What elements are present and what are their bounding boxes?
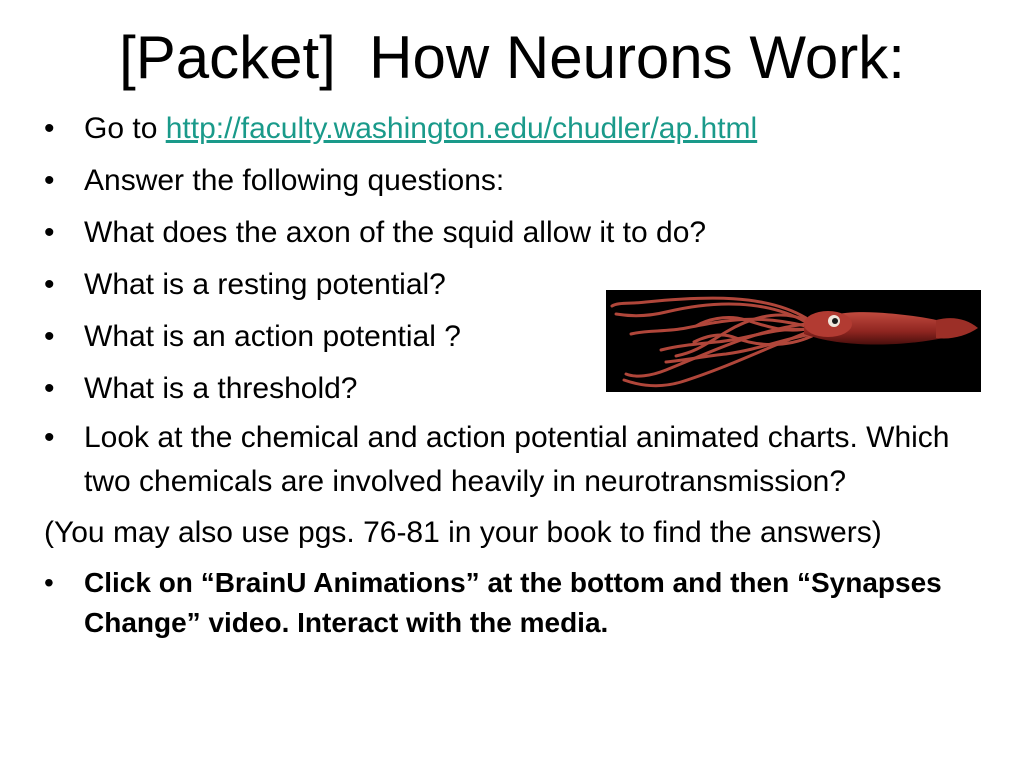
bullet-text: Look at the chemical and action potential animated charts. Which two chemicals are involved heavily in neurotransmission?: [84, 421, 950, 498]
bullet-question-threshold: [44, 366, 624, 411]
goto-prefix: Go to: [84, 112, 166, 145]
squid-fin: [936, 318, 978, 338]
tentacles: [612, 298, 812, 386]
squid-image: [606, 290, 981, 392]
bullet-goto: [44, 106, 984, 151]
squid-head: [804, 311, 852, 337]
bullet-question-action: [44, 314, 624, 359]
chudler-link[interactable]: http://faculty.washington.edu/chudler/ap.html: [165, 112, 758, 145]
bullet-text: What does the axon of the squid allow it to do?: [84, 216, 707, 249]
bullet-answer: [44, 158, 984, 203]
bullet-dot: •: [44, 372, 55, 405]
bullet-text: What is a resting potential?: [84, 268, 446, 301]
squid-pupil: [832, 318, 838, 324]
bullet-question-resting: [44, 262, 624, 307]
slide-title: [Packet] How Neurons Work:: [119, 24, 905, 91]
squid-illustration: [606, 290, 981, 392]
book-note: (You may also use pgs. 76-81 in your book to find the answers): [44, 516, 882, 549]
bullet-instruction: [44, 563, 984, 643]
bullet-text: What is a threshold?: [84, 372, 358, 405]
bullet-text: Answer the following questions:: [84, 164, 505, 197]
bullet-question-axon: [44, 210, 984, 255]
bullet-dot: •: [44, 268, 55, 301]
bullet-dot: •: [44, 164, 55, 197]
bullet-dot: •: [44, 567, 54, 598]
bullet-dot: •: [44, 421, 55, 454]
instruction-text: Click on “BrainU Animations” at the bottom and then “Synapses Change” video. Interact with the media.: [84, 567, 942, 638]
bullet-question-chemicals: [44, 416, 984, 504]
bullet-dot: •: [44, 320, 55, 353]
bullet-dot: •: [44, 112, 55, 145]
bullet-dot: •: [44, 216, 55, 249]
bullet-text: What is an action potential ?: [84, 320, 461, 353]
